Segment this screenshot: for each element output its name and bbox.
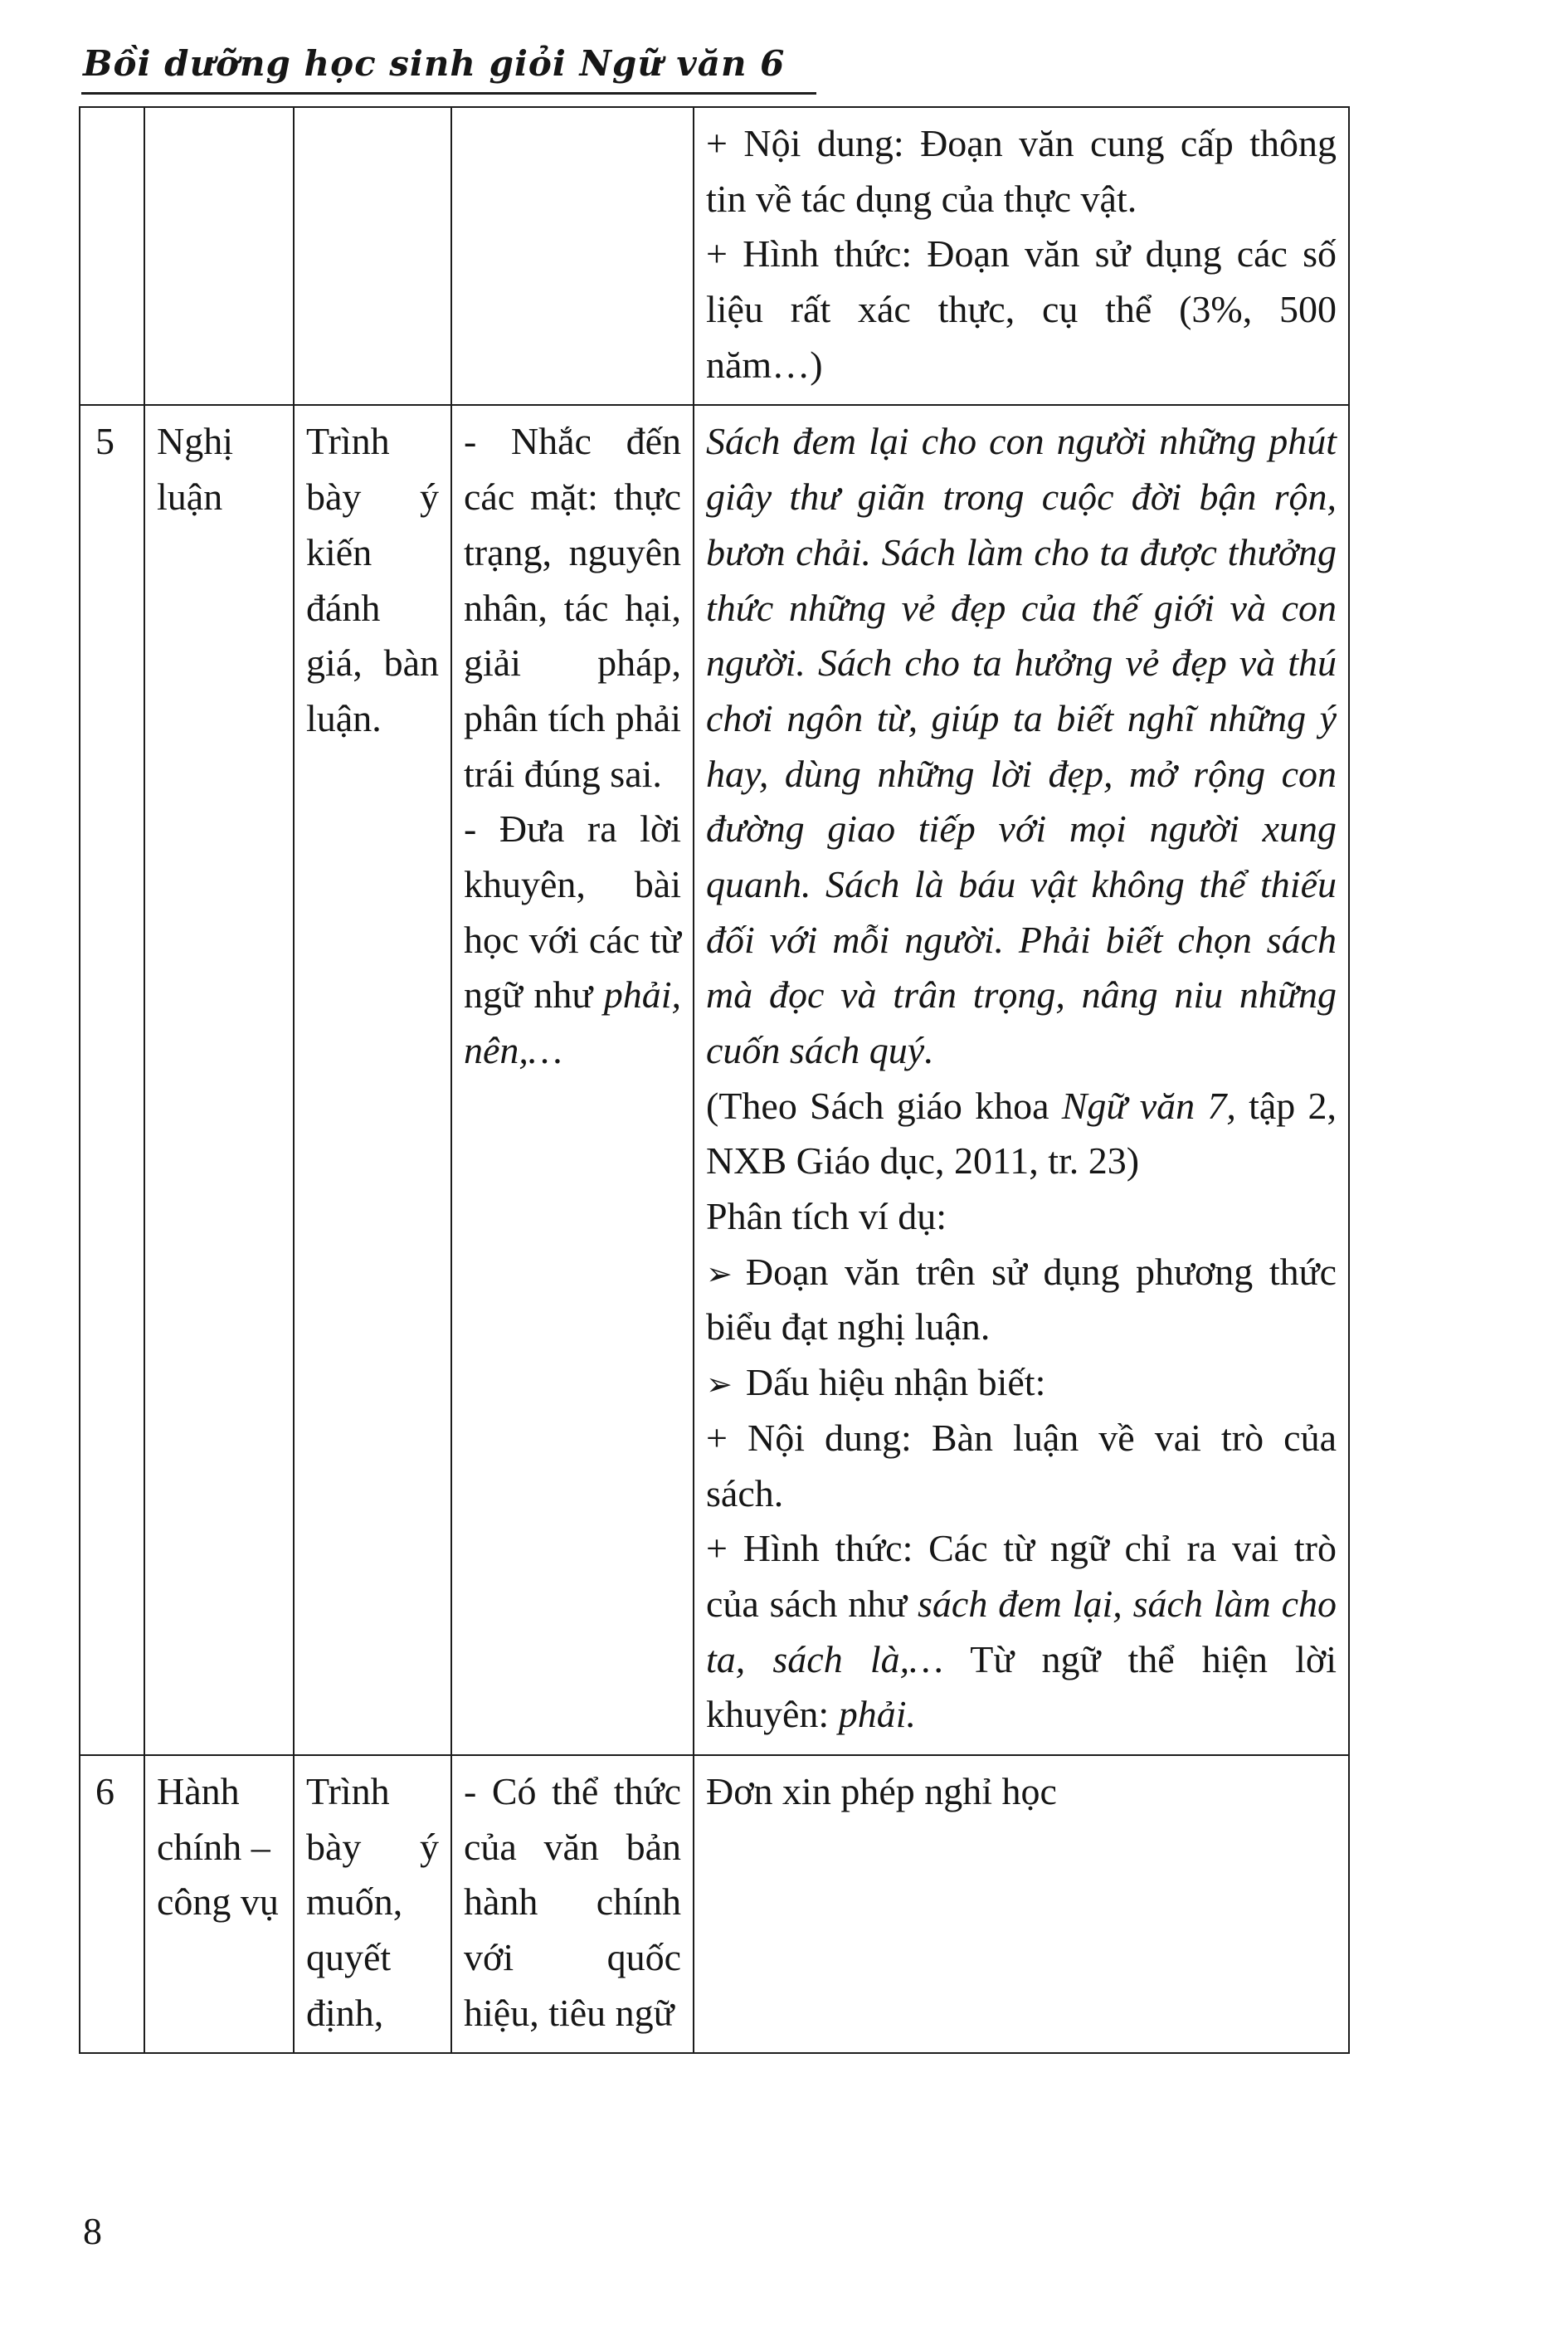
- paragraph-form-note: + Hình thức: Đoạn văn sử dụng các số liệu rất xác thực, cụ thể (3%, 500 năm…): [706, 232, 1337, 386]
- cell-index-5: 5: [80, 405, 144, 1755]
- note-keywords-italic: sách đem lại, sách làm cho ta, sách là,…: [706, 1582, 1337, 1680]
- page-number: 8: [83, 2210, 102, 2252]
- cell-example-6: Đơn xin phép nghỉ học: [694, 1755, 1349, 2053]
- cell-example-5: [694, 405, 1349, 1755]
- note-form: [706, 1521, 1337, 1743]
- source-text-tail: tập 2, NXB Giáo dục, 2011, tr. 23): [706, 1084, 1337, 1183]
- paragraph-content-note: + Nội dung: Đoạn văn cung cấp thông tin về tác dụng của thực vật.: [706, 122, 1337, 220]
- bullet-text: Đoạn văn trên sử dụng phương thức biểu đạt nghị luận.: [706, 1250, 1337, 1349]
- bullet-text: Dấu hiệu nhận biết:: [745, 1361, 1046, 1404]
- note-text-mid: Từ ngữ thể hiện lời khuyên:: [706, 1637, 1337, 1736]
- cell-signs-6: - Có thể thức của văn bản hành chính với quốc hiệu, tiêu ngữ: [451, 1755, 694, 2053]
- signs-keywords-italic: phải, nên,…: [464, 973, 681, 1071]
- note-tail-italic: phải.: [838, 1693, 916, 1736]
- running-header: Bồi dưỡng học sinh giỏi Ngữ văn 6: [81, 43, 816, 95]
- cell-index-6: 6: [80, 1755, 144, 2053]
- table-row-6: [80, 1755, 1349, 2053]
- cell-type-6: Hành chính – công vụ: [144, 1755, 294, 2053]
- cell-signs-5: [451, 405, 694, 1755]
- arrow-bullet-icon: ➢: [706, 1255, 733, 1292]
- example-source: [706, 1079, 1337, 1189]
- content-table: [79, 106, 1350, 2054]
- table-row-5: [80, 405, 1349, 1755]
- bullet-item-1: [706, 1245, 1337, 1355]
- cell-purpose-5: Trình bày ý kiến đánh giá, bàn luận.: [294, 405, 451, 1755]
- cell-empty-purpose: [294, 107, 451, 405]
- cell-type-5: Nghị luận: [144, 405, 294, 1755]
- cell-example-continuation: [694, 107, 1349, 405]
- cell-empty-signs: [451, 107, 694, 405]
- note-content: + Nội dung: Bàn luận về vai trò của sách.: [706, 1416, 1337, 1514]
- arrow-bullet-icon: ➢: [706, 1366, 733, 1403]
- note-text: + Hình thức: Các từ ngữ chỉ ra vai trò của sách như: [706, 1527, 1337, 1625]
- cell-empty-type: [144, 107, 294, 405]
- example-quote: Sách đem lại cho con người những phút giây thư giãn trong cuộc đời bận rộn, bươn chải. Sách làm cho ta được thưởng thức những vẻ đẹp của thế giới và con người. Sách cho ta hưởng vẻ đẹp và thú chơi ngôn từ, giúp ta biết nghĩ những ý hay, dùng những lời đẹp, mở rộng con đường giao tiếp với mọi người xung quanh. Sách là báu vật không thể thiếu đối với mỗi người. Phải biết chọn sách mà đọc và trân trọng, nâng niu những cuốn sách quý.: [706, 420, 1337, 1071]
- cell-empty-index: [80, 107, 144, 405]
- cell-purpose-6: Trình bày ý muốn, quyết định,: [294, 1755, 451, 2053]
- signs-paragraph-1: - Nhắc đến các mặt: thực trạng, nguyên nhân, tác hại, giải pháp, phân tích phải trái đúng sai.: [464, 420, 681, 795]
- analysis-title: Phân tích ví dụ:: [706, 1195, 947, 1238]
- table-row-continuation: [80, 107, 1349, 405]
- source-title-italic: Ngữ văn 7,: [1061, 1084, 1236, 1127]
- signs-text: - Đưa ra lời khuyên, bài học với các từ ngữ như: [464, 807, 681, 1017]
- source-text: (Theo Sách giáo khoa: [706, 1084, 1062, 1127]
- signs-paragraph-2: [464, 802, 681, 1078]
- bullet-item-2: [706, 1355, 1337, 1411]
